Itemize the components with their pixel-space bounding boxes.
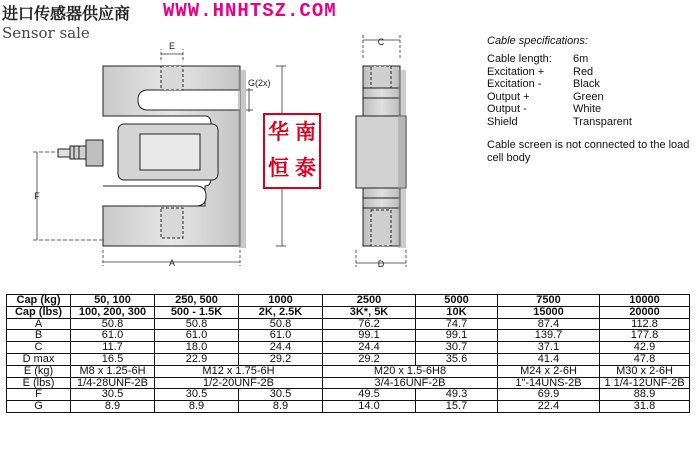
row-label: E (lbs) [7, 377, 71, 389]
cable-spec-note: Cable screen is not connected to the load cell body [487, 138, 690, 164]
row-label: C [7, 342, 71, 354]
table-row: C 11.7 18.0 24.4 24.4 30.7 37.1 42.9 [7, 342, 690, 354]
table-row: F 30.5 30.5 30.5 49.5 49.3 69.9 88.9 [7, 389, 690, 401]
row-label: Cap (kg) [7, 295, 71, 307]
side-view-shadow [398, 70, 406, 248]
table-row: B 61.0 61.0 61.0 99.1 99.1 139.7 177.8 [7, 330, 690, 342]
stamp-char-2: 南 [295, 120, 316, 144]
cable-spec-row: Cable length: 6m [487, 53, 589, 65]
row-label: B [7, 330, 71, 342]
row-label: E (kg) [7, 365, 71, 377]
cable-spec-row: Excitation - Black [487, 78, 600, 91]
row-label: F [7, 389, 71, 401]
header-chinese-title: 进口传感器供应商 [2, 4, 131, 23]
dim-label-c: C [377, 37, 385, 47]
cable-spec-row: Output - White [487, 103, 602, 116]
dim-label-d: D [377, 259, 385, 269]
company-stamp [263, 113, 321, 189]
row-label: A [7, 318, 71, 330]
stamp-char-1: 华 [268, 120, 289, 144]
cable-spec-row: Output + Green [487, 90, 604, 103]
row-label: Cap (lbs) [7, 306, 71, 318]
stamp-char-3: 恒 [268, 156, 289, 180]
table-row: A 50.8 50.8 50.8 76.2 74.7 87.4 112.8 [7, 318, 690, 330]
table-row: G 8.9 8.9 8.9 14.0 15.7 22.4 31.8 [7, 401, 690, 413]
cable-spec-title: Cable specifications: [487, 35, 588, 47]
cable-specifications [487, 35, 697, 165]
cable-spec-row: Shield Transparent [487, 115, 632, 128]
table-row: Cap (kg) 50, 100 250, 500 1000 2500 5000 7500 10000 [7, 295, 690, 307]
stamp-char-4: 泰 [295, 156, 316, 180]
row-label: D max [7, 353, 71, 365]
table-row: E (kg) M8 x 1.25-6H M12 x 1.75-6H M20 x 1.5-6H8 M24 x 2-6H M30 x 2-6H [7, 365, 690, 377]
dim-label-f: F [34, 191, 40, 201]
front-view-shadow [238, 70, 246, 248]
row-label: G [7, 401, 71, 413]
front-view [58, 66, 240, 246]
dim-label-e: E [168, 41, 176, 51]
cable-spec-row: Excitation + Red [487, 65, 594, 78]
table-row: Cap (lbs) 100, 200, 300 500 - 1.5K 2K, 2.5K 3K*, 5K 10K 15000 20000 [7, 306, 690, 318]
dim-label-a: A [168, 258, 176, 268]
dimensions-table [6, 294, 690, 413]
dim-label-g: G(2x) [248, 78, 271, 88]
table-row: D max 16.5 22.9 29.2 29.2 35.6 41.4 47.8 [7, 353, 690, 365]
header-subtitle: Sensor sale [2, 24, 90, 42]
table-row: E (lbs) 1/4-28UNF-2B 1/2-20UNF-2B 3/4-16UNF-2B 1"-14UNS-2B 1 1/4-12UNF-2B [7, 377, 690, 389]
header-url[interactable]: WWW.HNHTSZ.COM [163, 0, 337, 22]
cable-spec-table [487, 53, 632, 129]
